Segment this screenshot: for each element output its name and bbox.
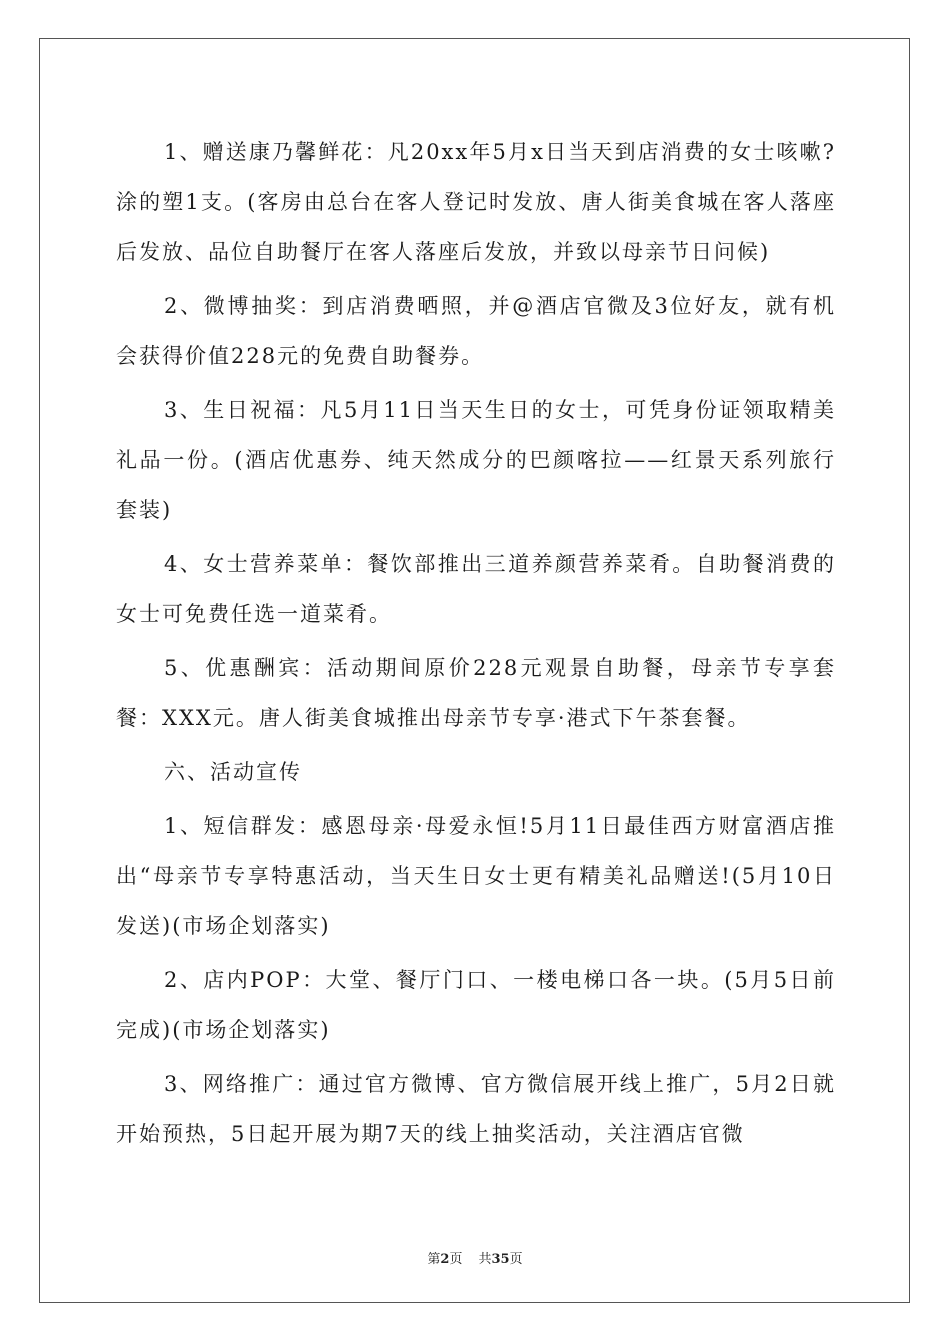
paragraph-gift-flowers: 1、赠送康乃馨鲜花：凡20xx年5月x日当天到店消费的女士咳嗽?涂的塑1支。(客房由总台在客人登记时发放、唐人街美食城在客人落座后发放、品位自助餐厅在客人落座后发放，并致以母亲节日问候) [116, 140, 836, 264]
footer-page-suffix: 页 [449, 1252, 463, 1267]
paragraph-birthday-blessing: 3、生日祝福：凡5月11日当天生日的女士，可凭身份证领取精美礼品一份。(酒店优惠券、纯天然成分的巴颜喀拉——红景天系列旅行套装) [116, 398, 836, 522]
footer-total-number: 35 [491, 1252, 510, 1267]
footer-total-suffix: 页 [509, 1252, 523, 1267]
paragraph-discount-offer: 5、优惠酬宾：活动期间原价228元观景自助餐，母亲节专享套餐：XXX元。唐人街美食城推出母亲节专享·港式下午茶套餐。 [116, 656, 836, 730]
footer-total-prefix: 共 [478, 1252, 492, 1267]
section-heading-promotion: 六、活动宣传 [164, 760, 302, 784]
paragraph-sms-broadcast: 1、短信群发：感恩母亲·母爱永恒!5月11日最佳西方财富酒店推出“母亲节专享特惠活动，当天生日女士更有精美礼品赠送!(5月10日发送)(市场企划落实) [116, 814, 836, 938]
paragraph-in-store-pop: 2、店内POP：大堂、餐厅门口、一楼电梯口各一块。(5月5日前完成)(市场企划落实) [116, 968, 836, 1042]
footer-page-prefix: 第 [427, 1252, 441, 1267]
paragraph-online-promotion: 3、网络推广：通过官方微博、官方微信展开线上推广，5月2日就开始预热，5日起开展为期7天的线上抽奖活动，关注酒店官微 [116, 1072, 836, 1146]
document-body [116, 127, 836, 1163]
paragraph-weibo-lottery: 2、微博抽奖：到店消费晒照，并@酒店官微及3位好友，就有机会获得价值228元的免费自助餐券。 [116, 294, 836, 368]
paragraph-ladies-menu: 4、女士营养菜单：餐饮部推出三道养颜营养菜肴。自助餐消费的女士可免费任选一道菜肴。 [116, 552, 836, 626]
page-footer [0, 1248, 950, 1267]
footer-page-number: 2 [440, 1252, 450, 1267]
